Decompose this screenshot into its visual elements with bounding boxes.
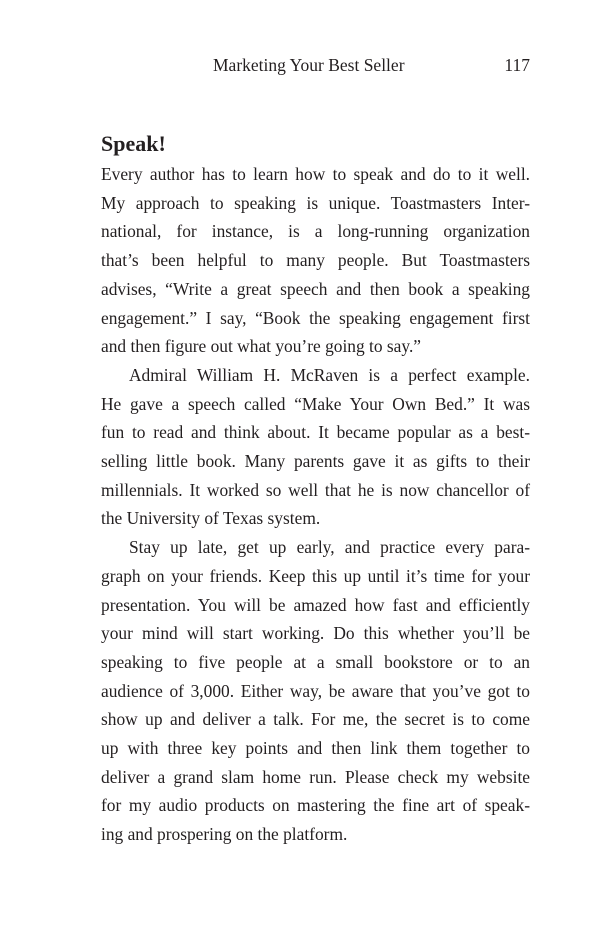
text-line: advises, “Write a great speech and then book a speaking [101,278,530,299]
text-line: fun to read and think about. It became popular as a best- [101,422,530,443]
running-head [100,55,530,81]
paragraph-3 [101,533,530,849]
running-head-title: Marketing Your Best Seller [213,55,405,75]
text-line: up with three key points and then link them together to [101,738,530,759]
text-line: speaking to five people at a small bookstore or to an [101,651,530,672]
page-number: 117 [504,55,530,75]
text-line: My approach to speaking is unique. Toastmasters Inter- [101,192,530,213]
text-line: graph on your friends. Keep this up until it’s time for your [101,565,530,586]
paragraph-1 [101,160,530,361]
text-line: and then figure out what you’re going to say.” [101,336,422,357]
text-line: presentation. You will be amazed how fast and efficiently [101,594,530,615]
text-line: Stay up late, get up early, and practice every para- [129,537,530,558]
text-line: selling little book. Many parents gave it as gifts to their [101,451,530,472]
text-line: the University of Texas system. [101,508,321,529]
text-line: Admiral William H. McRaven is a perfect example. [129,364,530,385]
page-body [101,128,530,849]
text-line: deliver a grand slam home run. Please check my website [101,766,530,787]
text-line: audience of 3,000. Either way, be aware that you’ve got to [101,680,530,701]
section-title: Speak! [101,131,166,156]
text-line: millennials. It worked so well that he is now chancellor of [101,479,530,500]
text-line: for my audio products on mastering the fine art of speak- [101,795,530,816]
text-line: He gave a speech called “Make Your Own Bed.” It was [101,393,530,414]
text-line: your mind will start working. Do this whether you’ll be [101,623,530,644]
text-line: show up and deliver a talk. For me, the secret is to come [101,709,530,730]
text-line: national, for instance, is a long-running organization [101,221,530,242]
text-line: ing and prospering on the platform. [101,824,348,845]
text-line: that’s been helpful to many people. But Toastmasters [101,250,530,271]
text-line: Every author has to learn how to speak and do to it well. [101,164,530,184]
text-line: engagement.” I say, “Book the speaking engagement first [101,307,530,328]
paragraph-2 [101,361,530,533]
